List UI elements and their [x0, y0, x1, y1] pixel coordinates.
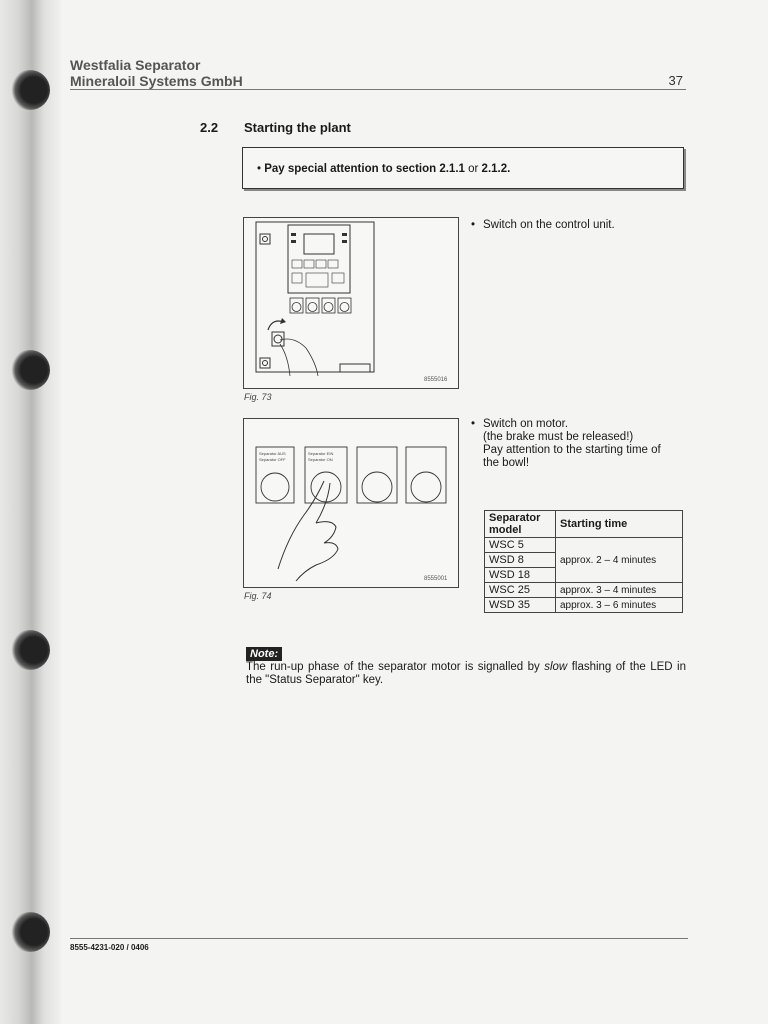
note-label: Note:: [246, 647, 282, 661]
note-text-before: The run-up phase of the separator motor is signalled by: [246, 661, 545, 673]
key-label-1: Separator AUS: [259, 451, 286, 456]
table-header: Starting time: [556, 511, 683, 538]
attention-connector: or: [464, 163, 482, 175]
key-label-1b: Separator OFF: [259, 457, 286, 462]
table-cell-time: approx. 2 – 4 minutes: [556, 538, 683, 583]
attention-text: • Pay special attention to section 2.1.1 or 2.1.2.: [257, 163, 511, 175]
instruction-text: Switch on the control unit.: [483, 219, 615, 231]
instruction-line: (the brake must be released!): [483, 431, 634, 443]
table-header-row: [485, 511, 683, 538]
section-title: Starting the plant: [244, 120, 351, 135]
figure-74-code: 8555001: [424, 576, 448, 582]
key-label-2: Separator EIN: [308, 451, 334, 456]
spiral-binding: [0, 0, 62, 1024]
binding-hole: [10, 70, 54, 114]
note-text-italic: slow: [544, 661, 568, 673]
footer-divider: [70, 938, 688, 939]
binding-hole: [10, 350, 54, 394]
instruction-line: the bowl!: [483, 457, 530, 469]
instruction-line: Pay attention to the starting time of: [483, 444, 661, 456]
table-row: [485, 598, 683, 613]
control-unit-illustration: [244, 218, 458, 388]
figure-73-control-unit: [243, 217, 459, 389]
attention-bold-2: 2.1.2.: [481, 163, 511, 175]
figure-73-code: 8555016: [424, 377, 448, 383]
starting-time-table: [484, 510, 683, 613]
table-cell-model: WSD 8: [485, 553, 556, 568]
section-number: 2.2: [200, 120, 219, 135]
note-text-after: flashing of the LED in the "Status Separator" key.: [246, 661, 687, 686]
company-name: [70, 57, 243, 89]
key-label-2b: Separator ON: [308, 457, 333, 462]
table-cell-time: approx. 3 – 6 minutes: [556, 598, 683, 613]
instruction-line: Switch on motor.: [483, 418, 569, 430]
table-cell-model: WSC 5: [485, 538, 556, 553]
company-line-1: Westfalia Separator: [70, 57, 201, 73]
motor-keys-illustration: [244, 419, 458, 587]
table-header: Separator model: [485, 511, 556, 538]
attention-bold: Pay special attention to section 2.1.1: [264, 163, 465, 175]
document-code: 8555-4231-020 / 0406: [70, 943, 149, 952]
table-cell-time: approx. 3 – 4 minutes: [556, 583, 683, 598]
table-cell-model: WSC 25: [485, 583, 556, 598]
table-cell-model: WSD 18: [485, 568, 556, 583]
header-divider: [70, 89, 686, 90]
company-line-2: Mineraloil Systems GmbH: [70, 73, 243, 89]
page-number: 37: [668, 73, 683, 88]
table-cell-model: WSD 35: [485, 598, 556, 613]
attention-box: [242, 147, 684, 189]
table-row: [485, 538, 683, 553]
figure-74-motor-keys: [243, 418, 459, 588]
figure-74-caption: Fig. 74: [244, 591, 272, 601]
instruction-motor: • Switch on motor. (the brake must be released!) Pay attention to the starting time of the bowl!: [483, 418, 688, 470]
note-text: [246, 661, 686, 687]
binding-hole: [10, 630, 54, 674]
table-row: [485, 583, 683, 598]
figure-73-caption: Fig. 73: [244, 392, 272, 402]
instruction-control-unit: • Switch on the control unit.: [471, 219, 615, 231]
binding-hole: [10, 912, 54, 956]
